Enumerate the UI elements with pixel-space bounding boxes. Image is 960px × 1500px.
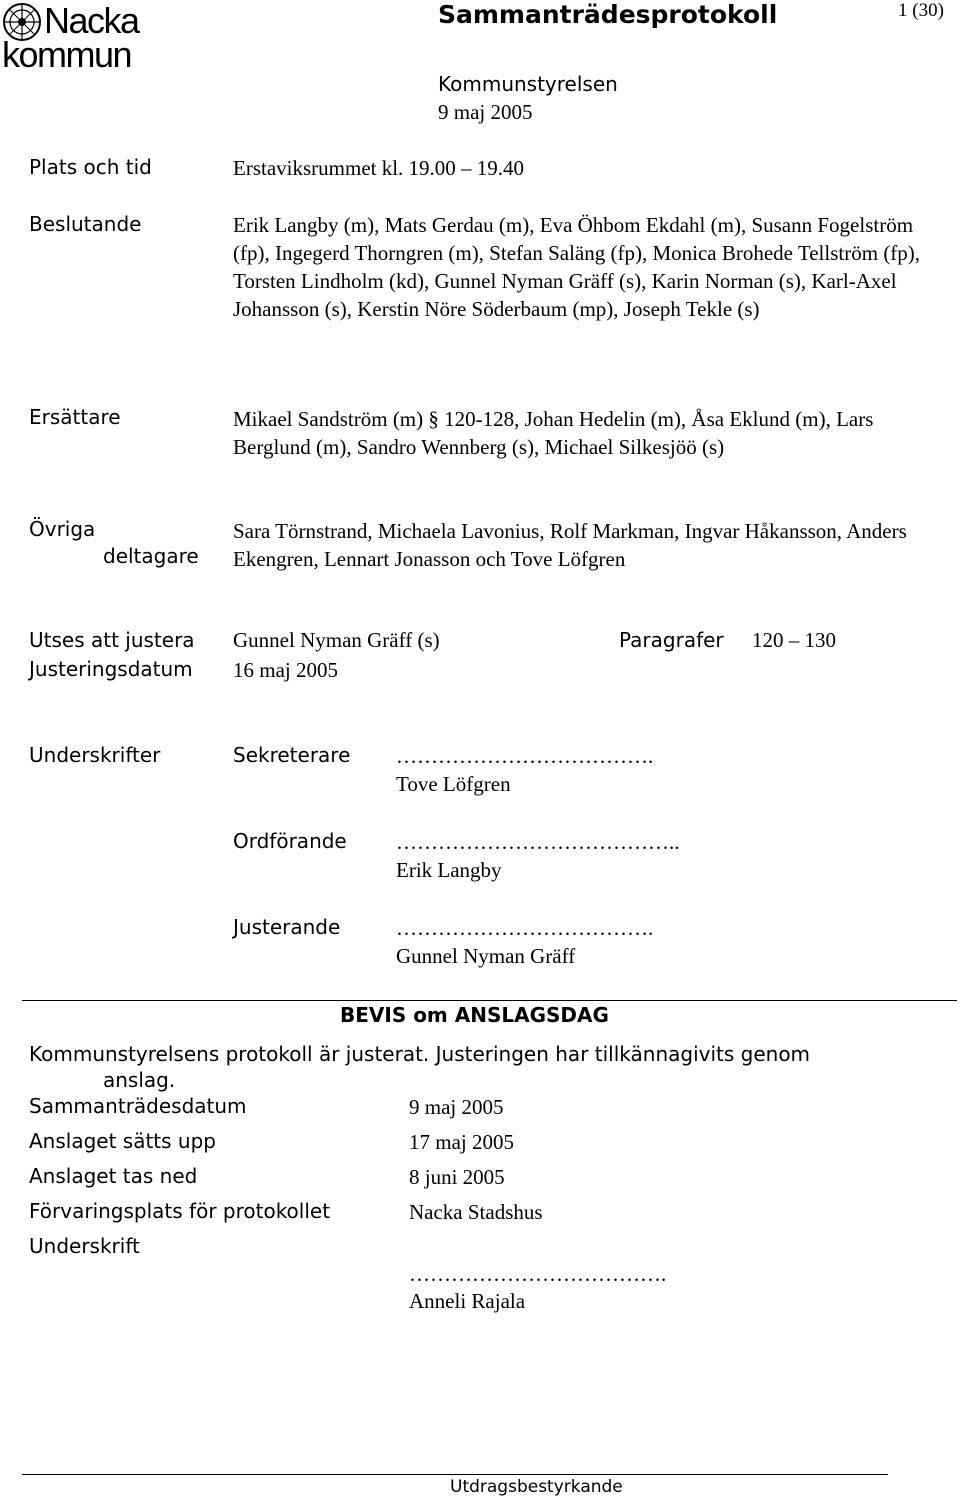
secretary-role: Sekreterare	[233, 743, 351, 767]
notice-statement-line-1: Kommunstyrelsens protokoll är justerat. Justeringen har tillkännagivits genom	[29, 1042, 811, 1066]
chair-name: Erik Langby	[396, 858, 502, 882]
adjuster-role: Justerande	[233, 915, 341, 939]
meeting-date-label: Sammanträdesdatum	[29, 1094, 247, 1118]
footer-rule	[22, 1474, 888, 1475]
notice-statement-line-2: anslag.	[103, 1068, 176, 1092]
place-value: Erstaviksrummet kl. 19.00 – 19.40	[233, 156, 525, 180]
posted-value: 17 maj 2005	[409, 1130, 514, 1154]
notice-signer-name: Anneli Rajala	[409, 1289, 526, 1313]
substitutes-label: Ersättare	[29, 405, 121, 429]
adjuster-name: Gunnel Nyman Gräff	[396, 944, 576, 968]
adjust-date-value: 16 maj 2005	[233, 658, 338, 682]
paragraphs-value: 120 – 130	[752, 628, 836, 652]
storage-label: Förvaringsplats för protokollet	[29, 1199, 331, 1223]
logo-line-1: Nacka	[44, 0, 139, 41]
adjust-value: Gunnel Nyman Gräff (s)	[233, 628, 440, 652]
page-number: 1 (30)	[898, 0, 944, 21]
committee-name: Kommunstyrelsen	[438, 72, 618, 96]
meeting-date-value: 9 maj 2005	[409, 1095, 504, 1119]
meeting-date: 9 maj 2005	[438, 100, 533, 124]
others-value: Sara Törnstrand, Michaela Lavonius, Rolf Markman, Ingvar Håkansson, Anders Ekengren, Lennart Jonasson och Tove Löfgren	[233, 519, 907, 571]
paragraphs-label: Paragrafer	[619, 628, 724, 652]
deciding-label: Beslutande	[29, 212, 142, 236]
chair-role: Ordförande	[233, 829, 347, 853]
posted-label: Anslaget sätts upp	[29, 1129, 216, 1153]
signatures-label: Underskrifter	[29, 743, 161, 767]
notice-divider	[22, 1000, 957, 1001]
notice-signature-line: ……………………………….	[409, 1262, 667, 1286]
deciding-value: Erik Langby (m), Mats Gerdau (m), Eva Öhbom Ekdahl (m), Susann Fogelström (fp), Ingegerd Thorngren (m), Stefan Saläng (fp), Monica Brohede Tellström (fp), Torsten Lindholm (kd), Gunnel Nyman Gräff (s), Karin Norman (s), Karl-Axel Johansson (s), Kerstin Nöre Söderbaum (mp), Joseph Tekle (s)	[233, 213, 921, 321]
adjust-date-label: Justeringsdatum	[29, 657, 193, 681]
chair-signature-line: …………………………………..	[396, 830, 680, 854]
adjuster-signature-line: ……………………………….	[396, 916, 654, 940]
secretary-name: Tove Löfgren	[396, 772, 511, 796]
logo-line-2: kommun	[2, 34, 132, 75]
footer-text: Utdragsbestyrkande	[450, 1477, 623, 1497]
others-label-line-2: deltagare	[103, 544, 199, 568]
document-type-title: Sammanträdesprotokoll	[438, 0, 778, 29]
removed-label: Anslaget tas ned	[29, 1164, 198, 1188]
substitutes-value: Mikael Sandström (m) § 120-128, Johan Hedelin (m), Åsa Eklund (m), Lars Berglund (m), Sandro Wennberg (s), Michael Silkesjöö (s)	[233, 407, 874, 459]
adjust-label: Utses att justera	[29, 628, 195, 652]
notice-title: BEVIS om ANSLAGSDAG	[340, 1003, 609, 1027]
secretary-signature-line: ……………………………….	[396, 744, 654, 768]
place-label: Plats och tid	[29, 155, 152, 179]
others-label-line-1: Övriga	[29, 517, 96, 541]
removed-value: 8 juni 2005	[409, 1165, 505, 1189]
storage-value: Nacka Stadshus	[409, 1200, 543, 1224]
signature-label: Underskrift	[29, 1234, 140, 1258]
nacka-logo	[2, 0, 162, 75]
